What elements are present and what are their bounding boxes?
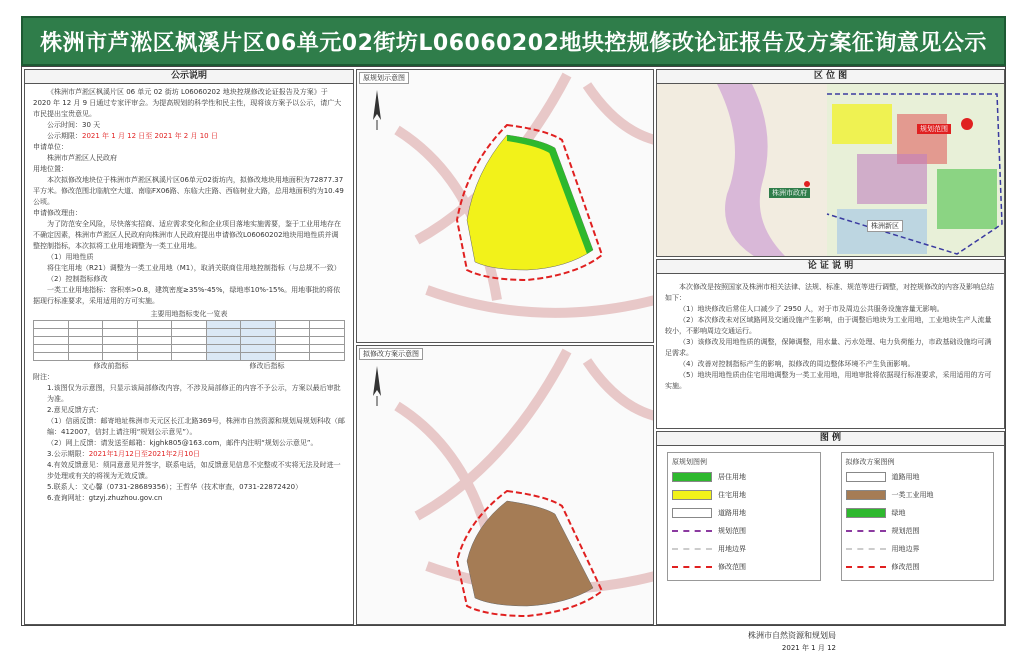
legend-swatch <box>846 530 886 532</box>
table-caption-before: 修改前指标 <box>93 362 129 370</box>
current-plan-label: 原规划示意图 <box>359 72 409 84</box>
city-hall-marker <box>804 181 810 187</box>
legend-modified <box>841 452 995 581</box>
location-heading: 区 位 图 <box>657 70 1004 84</box>
new-district-tag: 株洲新区 <box>867 220 903 232</box>
notice-period: 公示时间：30 天 <box>47 121 101 129</box>
legend-item <box>672 558 816 576</box>
legend-label: 道路用地 <box>718 509 746 517</box>
indicator-table <box>33 320 345 361</box>
legend-swatch <box>672 530 712 532</box>
current-plan-panel <box>356 69 654 343</box>
note-3-prefix: 3.公示期限： <box>47 450 89 458</box>
legend-item <box>846 468 990 486</box>
note-3: 2021年1月12日至2021年2月10日 <box>88 450 201 458</box>
page-title: 株洲市芦淞区枫溪片区06单元02街坊L06060202地块控规修改论证报告及方案征询意见公示 <box>40 30 987 56</box>
legend-label: 用地边界 <box>718 545 746 553</box>
table-caption-after: 修改后指标 <box>249 362 285 370</box>
legend-item <box>846 522 990 540</box>
legend-label: 一类工业用地 <box>891 491 934 499</box>
notice-dates-prefix: 公示期限： <box>47 132 82 140</box>
legend-label: 规划范围 <box>718 527 746 535</box>
notice-body <box>25 84 353 507</box>
item2-text: 一类工业用地指标：容积率>0.8，建筑密度≥35%-45%，绿地率10%-15%。用地事批的将依据现行标准要求，采用适用的方可实施。 <box>33 286 341 305</box>
title-banner <box>21 16 1006 66</box>
north-arrow-icon-2 <box>373 366 381 406</box>
note-4: 4.有效反馈意见：须同意意见并签字，联系电话，如反馈意见信息不完整或不实将无法及时进一步处理或有关的将视为无效反馈。 <box>47 461 341 480</box>
legend-modified-title: 拟修改方案图例 <box>845 458 895 466</box>
site-tag: 规划范围 <box>917 124 951 134</box>
legend-heading: 图 例 <box>657 432 1004 446</box>
item1-heading: （1）用地性质 <box>47 253 94 261</box>
discussion-p2: （2）本次修改未对区域路网及交通设施产生影响，由于调整后地块为工业用地，工业地块生产人流量较小，不影响周边交通运行。 <box>665 316 992 335</box>
note-5: 5.联系人：文心馨（0731-28689356）；王哲华（技术审查，0731-22872420） <box>47 483 303 491</box>
note-3-row <box>33 449 345 460</box>
legend-swatch <box>672 548 712 550</box>
poster-frame <box>21 66 1006 626</box>
notice-panel <box>24 69 354 625</box>
land-heading: 用地位置： <box>33 165 68 173</box>
legend-label: 修改范围 <box>718 563 746 571</box>
reason-text: 为了防范安全风险，尽快落实招商、适应需求变化和企业项目落地实施需要，鉴于工业用地存在不确定因素，株洲市芦淞区人民政府向株洲市人民政府提出申请修改L06060202地块用地性质并调整控制指标，本次拟将工业用地调整为一类工业用地。 <box>33 220 341 250</box>
modified-plan-map <box>357 346 654 625</box>
modified-plan-label: 拟修改方案示意图 <box>359 348 423 360</box>
legend-label: 居住用地 <box>718 473 746 481</box>
notice-dates-row <box>33 131 345 142</box>
legend-swatch <box>846 508 886 518</box>
modified-plan-panel <box>356 345 654 625</box>
note-2a: （1）信函反馈：邮寄地址株洲市天元区长江北路369号，株洲市自然资源和规划局规划科收（邮编：412007，信封上请注明“规划公示意见”）。 <box>47 417 345 436</box>
city-hall-tag: 株洲市政府 <box>769 188 810 198</box>
footer-agency: 株洲市自然资源和规划局 <box>748 631 836 640</box>
legend-item <box>846 504 990 522</box>
legend-label: 规划范围 <box>891 527 920 535</box>
location-panel <box>656 69 1005 257</box>
reason-heading: 申请修改理由： <box>33 209 82 217</box>
legend-swatch <box>672 472 712 482</box>
legend-current-title: 原规划图例 <box>672 458 707 466</box>
legend-item <box>846 558 990 576</box>
legend-swatch <box>846 472 886 482</box>
legend-item <box>846 540 990 558</box>
legend-panel <box>656 431 1005 625</box>
legend-swatch <box>846 566 886 568</box>
discussion-heading: 论 证 说 明 <box>657 260 1004 274</box>
legend-label: 修改范围 <box>891 563 920 571</box>
table-title: 主要用地指标变化一览表 <box>150 310 228 318</box>
table-captions <box>33 361 345 372</box>
site-marker <box>961 118 973 130</box>
legend-label: 道路用地 <box>891 473 920 481</box>
notice-heading: 公示说明 <box>25 70 353 84</box>
legend-label: 用地边界 <box>891 545 920 553</box>
applicant-value: 株洲市芦淞区人民政府 <box>47 154 117 162</box>
notes-heading: 附注： <box>33 373 54 381</box>
legend-swatch <box>672 508 712 518</box>
legend-item <box>672 522 816 540</box>
location-map <box>657 84 1005 257</box>
item1-text: 将住宅用地（R21）调整为一类工业用地（M1），取消关联商住用地控制指标（与总规不一致） <box>47 264 341 272</box>
legend-item <box>672 540 816 558</box>
north-arrow-icon <box>373 90 381 130</box>
discussion-p5: （5）地块用地性质由住宅用地调整为一类工业用地，用地审批将依据现行标准要求，采用适用的方可实施。 <box>665 371 992 390</box>
discussion-p4: （4）改善对控制指标产生的影响，拟修改的周边整体环境不产生负面影响。 <box>679 360 915 368</box>
legend-label: 绿地 <box>891 509 906 517</box>
legend-swatch <box>672 566 712 568</box>
note-2: 2.意见反馈方式： <box>47 406 103 414</box>
land-text: 本次拟修改地块位于株洲市芦淞区枫溪片区06单元02街坊内，拟修改地块用地面积为72877.37平方米。修改范围北临航空大道、南临FX06路、东临大庄路、西临树业大路，总用地面积约为10.49公顷。 <box>33 176 344 206</box>
note-2b: （2）网上反馈：请发送至邮箱：kjghk805@163.com，邮件内注明“规划公示意见”。 <box>47 439 318 447</box>
notice-dates: 2021 年 1 月 12 日至 2021 年 2 月 10 日 <box>82 132 218 140</box>
legend-item <box>672 468 816 486</box>
notice-intro: 《株洲市芦淞区枫溪片区 06 单元 02 街坊 L06060202 地块控规修改论证报告及方案》于 2020 年 12 月 9 日通过专家评审会。为提高规划的科学性和民主性，现将该方案予以公示，请广大市民提出宝贵意见。 <box>33 88 342 118</box>
discussion-p1: （1）地块修改后常住人口减少了 2950 人，对于市及周边公共服务设施容量无影响。 <box>679 305 944 313</box>
discussion-body <box>657 274 1004 400</box>
discussion-panel <box>656 259 1005 429</box>
current-plan-map <box>357 70 654 343</box>
discussion-p3: （3）该修改及用地性质的调整，保障调整，用水量、污水处理、电力负荷能力，市政基础设施均可满足需求。 <box>665 338 992 357</box>
note-1: 1.该图仅为示意图，只显示该局部修改内容，不涉及局部修正的内容不予公示，方案以最后审批为准。 <box>47 384 341 403</box>
legend-item <box>672 486 816 504</box>
legend-label: 住宅用地 <box>718 491 746 499</box>
item2-heading: （2）控制指标修改 <box>47 275 108 283</box>
legend-swatch <box>846 548 886 550</box>
footer-date: 2021 年 1 月 12 <box>781 644 836 652</box>
legend-columns <box>657 446 1004 587</box>
discussion-intro: 本次修改是按照国家及株洲市相关法律、法规、标准、规范等进行调整，对控规修改的内容及影响总结如下： <box>665 283 994 302</box>
legend-item <box>846 486 990 504</box>
note-6: 6.查询网址：gtzyj.zhuzhou.gov.cn <box>47 494 163 502</box>
applicant-heading: 申请单位： <box>33 143 68 151</box>
legend-swatch <box>672 490 712 500</box>
legend-current <box>667 452 821 581</box>
legend-item <box>672 504 816 522</box>
legend-swatch <box>846 490 886 500</box>
